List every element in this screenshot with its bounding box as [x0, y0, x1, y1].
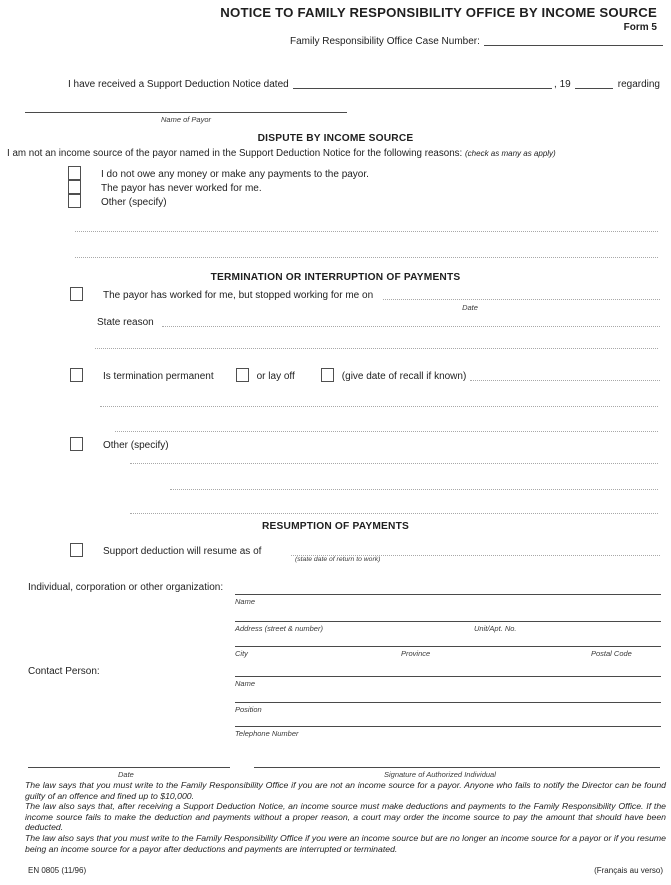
position-input-line[interactable] — [235, 692, 661, 703]
date-field — [28, 757, 230, 777]
dispute-instruction — [7, 148, 667, 159]
contact-name-field — [235, 666, 661, 686]
form-code: EN 0805 (11/96) — [28, 866, 87, 875]
checkbox-stopped-working[interactable] — [70, 287, 83, 301]
city-province-postal-field — [235, 636, 661, 656]
stopped-date-label: Date — [462, 303, 478, 312]
write-in-line[interactable] — [75, 257, 658, 258]
write-in-line[interactable] — [100, 406, 658, 407]
intro-regarding: regarding — [617, 79, 660, 90]
legal-text — [25, 780, 666, 854]
write-in-line[interactable] — [130, 463, 658, 464]
state-reason-label: State reason — [97, 317, 154, 328]
position-field — [235, 692, 661, 712]
checkbox-lay-off[interactable] — [236, 368, 249, 382]
form-number: Form 5 — [623, 22, 657, 33]
org-name-field-label: Name — [235, 597, 256, 606]
write-in-line[interactable] — [115, 431, 658, 432]
payor-name-input-line[interactable] — [25, 112, 347, 113]
address-input-line[interactable] — [235, 611, 661, 622]
organization-label: Individual, corporation or other organization: — [28, 582, 224, 593]
checkbox-never-worked[interactable] — [68, 180, 81, 194]
checkbox-recall[interactable] — [321, 368, 334, 382]
postal-code-field-label: Postal Code — [591, 649, 632, 658]
legal-paragraph: The law also says that you must write to the Family Responsibility Office if you were an income source but are no longer an income source for a payor or if you resume being an income source for a payor after deductions and payments are interrupted or terminated. — [25, 833, 666, 854]
write-in-line[interactable] — [95, 348, 658, 349]
write-in-line[interactable] — [130, 513, 658, 514]
contact-person-label: Contact Person: — [28, 666, 100, 677]
case-number-input-line[interactable] — [484, 45, 663, 46]
dispute-option-label: Other (specify) — [101, 197, 167, 208]
signature-field-label: Signature of Authorized Individual — [384, 770, 496, 779]
org-name-input-line[interactable] — [235, 584, 661, 595]
checkbox-other-dispute[interactable] — [68, 194, 81, 208]
city-field-label: City — [235, 649, 248, 658]
termination-permanent-label: Is termination permanent — [103, 371, 214, 382]
resumption-heading: RESUMPTION OF PAYMENTS — [261, 521, 410, 532]
dispute-instruction-note: (check as many as apply) — [465, 149, 556, 158]
contact-name-input-line[interactable] — [235, 666, 661, 677]
dispute-option-label: The payor has never worked for me. — [101, 183, 262, 194]
date-field-label: Date — [118, 770, 134, 779]
checkbox-other-termination[interactable] — [70, 437, 83, 451]
checkbox-no-money-owed[interactable] — [68, 166, 81, 180]
case-number-row — [290, 36, 663, 48]
checkbox-resume[interactable] — [70, 543, 83, 557]
checkbox-termination[interactable] — [70, 368, 83, 382]
termination-permanent-row — [70, 368, 660, 383]
write-in-line[interactable] — [170, 489, 658, 490]
telephone-field-label: Telephone Number — [235, 729, 299, 738]
position-field-label: Position — [235, 705, 262, 714]
intro-received-text: I have received a Support Deduction Notice dated — [68, 79, 289, 90]
french-verso-note: (Français au verso) — [594, 866, 663, 875]
org-name-field — [235, 584, 661, 604]
stopped-date-input-line[interactable] — [383, 299, 660, 300]
legal-paragraph: The law says that you must write to the Family Responsibility Office if you are not an income source for a payor. Anyone who fails to notify the Director can be found guilty of an offence and fined up to $10,000. — [25, 780, 666, 801]
recall-date-input-line[interactable] — [470, 380, 660, 381]
signature-field — [254, 757, 660, 777]
lay-off-label: or lay off — [256, 371, 295, 382]
other-termination-row — [70, 437, 169, 452]
legal-paragraph: The law also says that, after receiving a Support Deduction Notice, an income source must make deductions and payments to the Family Responsibility Office. If the income source fails to make the deduction and payments without a proper reason, a court may order the income source to pay the amount that should have been deducted. — [25, 801, 666, 833]
form-title: NOTICE TO FAMILY RESPONSIBILITY OFFICE BY INCOME SOURCE — [220, 5, 657, 20]
case-number-label: Family Responsibility Office Case Number: — [290, 36, 480, 47]
dispute-option-row — [68, 166, 369, 181]
address-field-label: Address (street & number) — [235, 624, 323, 633]
telephone-field — [235, 716, 661, 736]
termination-heading: TERMINATION OR INTERRUPTION OF PAYMENTS — [210, 272, 461, 283]
intro-year-prefix: , 19 — [554, 79, 571, 90]
dispute-option-label: I do not owe any money or make any payments to the payor. — [101, 169, 369, 180]
year-input-line[interactable] — [575, 88, 613, 89]
city-input-line[interactable] — [235, 636, 661, 647]
intro-row — [68, 79, 660, 91]
contact-name-field-label: Name — [235, 679, 256, 688]
address-field — [235, 611, 661, 631]
date-input-line[interactable] — [28, 757, 230, 768]
dispute-option-row — [68, 180, 262, 195]
payor-name-label: Name of Payor — [160, 115, 212, 124]
dispute-heading: DISPUTE BY INCOME SOURCE — [257, 133, 414, 144]
write-in-line[interactable] — [75, 231, 658, 232]
dispute-option-row — [68, 194, 167, 209]
stopped-working-row — [70, 287, 660, 302]
signature-input-line[interactable] — [254, 757, 660, 768]
reason-input-line[interactable] — [162, 326, 660, 327]
telephone-input-line[interactable] — [235, 716, 661, 727]
resume-note: (state date of return to work) — [295, 556, 381, 563]
notice-date-input-line[interactable] — [293, 88, 552, 89]
resume-label: Support deduction will resume as of — [103, 546, 262, 557]
recall-label: (give date of recall if known) — [341, 371, 467, 382]
province-field-label: Province — [401, 649, 431, 658]
unit-field-label: Unit/Apt. No. — [474, 624, 517, 633]
stopped-working-label: The payor has worked for me, but stopped working for me on — [103, 290, 374, 301]
state-reason-row — [97, 317, 660, 329]
other-termination-label: Other (specify) — [103, 440, 169, 451]
dispute-instruction-text: I am not an income source of the payor named in the Support Deduction Notice for the following reasons: — [7, 148, 463, 159]
